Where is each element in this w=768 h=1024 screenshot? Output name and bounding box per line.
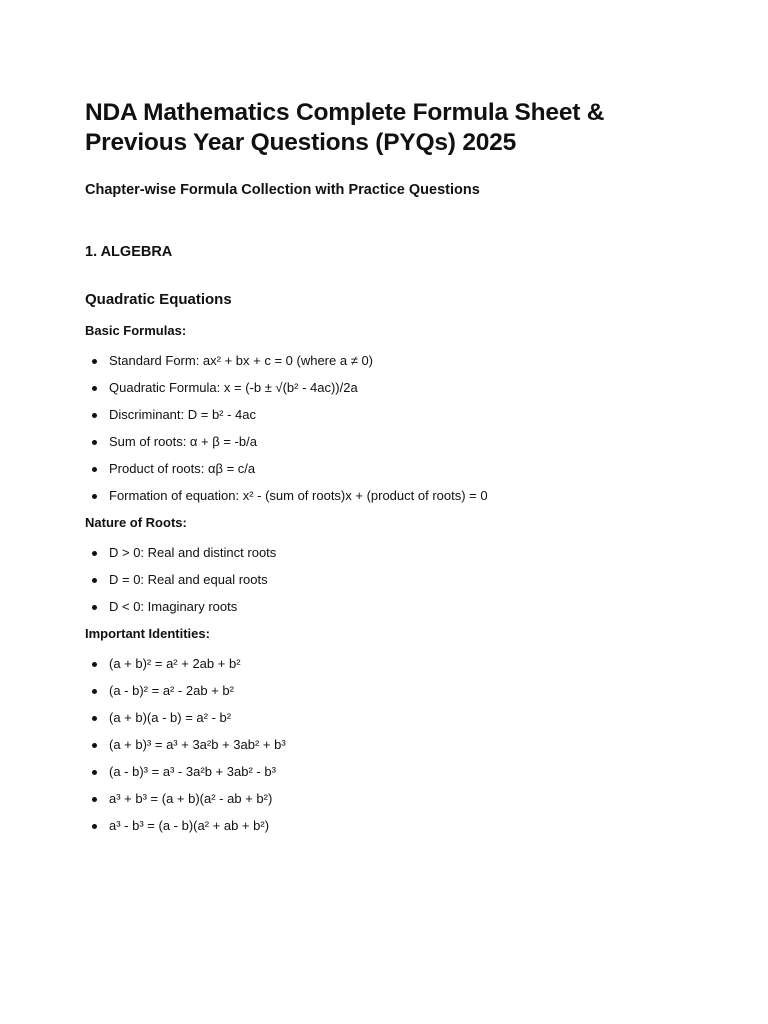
important-identities-list <box>85 655 688 835</box>
list-item-text: Quadratic Formula: x = (-b ± √(b² - 4ac))/2a <box>109 380 358 395</box>
chapter-heading: 1. ALGEBRA <box>85 244 173 260</box>
list-item <box>85 817 688 835</box>
document-title <box>85 98 688 158</box>
list-item-text: D = 0: Real and equal roots <box>109 572 268 587</box>
list-item-text: (a - b)² = a² - 2ab + b² <box>109 683 234 698</box>
bullet-icon <box>92 551 97 556</box>
title-line-1: NDA Mathematics Complete Formula Sheet & <box>85 99 605 126</box>
bullet-icon <box>92 605 97 610</box>
list-item-text: Standard Form: ax² + bx + c = 0 (where a ≠ 0) <box>109 353 373 368</box>
list-item-text: Product of roots: αβ = c/a <box>109 461 256 476</box>
list-item-text: Discriminant: D = b² - 4ac <box>109 407 257 422</box>
list-item <box>85 736 688 754</box>
basic-formulas-label: Basic Formulas: <box>85 323 187 338</box>
bullet-icon <box>92 662 97 667</box>
bullet-icon <box>92 770 97 775</box>
list-item-text: D < 0: Imaginary roots <box>109 599 238 614</box>
list-item-text: (a - b)³ = a³ - 3a²b + 3ab² - b³ <box>109 764 276 779</box>
list-item <box>85 433 688 451</box>
list-item <box>85 682 688 700</box>
list-item <box>85 571 688 589</box>
bullet-icon <box>92 689 97 694</box>
title-line-2: Previous Year Questions (PYQs) 2025 <box>85 129 517 156</box>
list-item-text: (a + b)(a - b) = a² - b² <box>109 710 232 725</box>
list-item <box>85 544 688 562</box>
bullet-icon <box>92 359 97 364</box>
list-item <box>85 460 688 478</box>
bullet-icon <box>92 716 97 721</box>
bullet-icon <box>92 386 97 391</box>
list-item-text: (a + b)² = a² + 2ab + b² <box>109 656 241 671</box>
list-item-text: (a + b)³ = a³ + 3a²b + 3ab² + b³ <box>109 737 286 752</box>
list-item <box>85 763 688 781</box>
bullet-icon <box>92 743 97 748</box>
topic-heading: Quadratic Equations <box>85 291 232 308</box>
list-item <box>85 655 688 673</box>
list-item-text: a³ - b³ = (a - b)(a² + ab + b²) <box>109 818 270 833</box>
important-identities-label: Important Identities: <box>85 626 210 641</box>
basic-formulas-list <box>85 352 688 505</box>
bullet-icon <box>92 413 97 418</box>
list-item <box>85 379 688 397</box>
list-item-text: a³ + b³ = (a + b)(a² - ab + b²) <box>109 791 273 806</box>
nature-of-roots-label: Nature of Roots: <box>85 515 187 530</box>
list-item <box>85 487 688 505</box>
list-item <box>85 406 688 424</box>
list-item <box>85 352 688 370</box>
list-item <box>85 790 688 808</box>
bullet-icon <box>92 578 97 583</box>
list-item <box>85 709 688 727</box>
document-subtitle: Chapter-wise Formula Collection with Practice Questions <box>85 182 480 198</box>
bullet-icon <box>92 494 97 499</box>
nature-of-roots-list <box>85 544 688 616</box>
bullet-icon <box>92 467 97 472</box>
bullet-icon <box>92 824 97 829</box>
bullet-icon <box>92 797 97 802</box>
list-item-text: Sum of roots: α + β = -b/a <box>109 434 257 449</box>
list-item <box>85 598 688 616</box>
bullet-icon <box>92 440 97 445</box>
list-item-text: Formation of equation: x² - (sum of roots)x + (product of roots) = 0 <box>109 488 488 503</box>
list-item-text: D > 0: Real and distinct roots <box>109 545 277 560</box>
